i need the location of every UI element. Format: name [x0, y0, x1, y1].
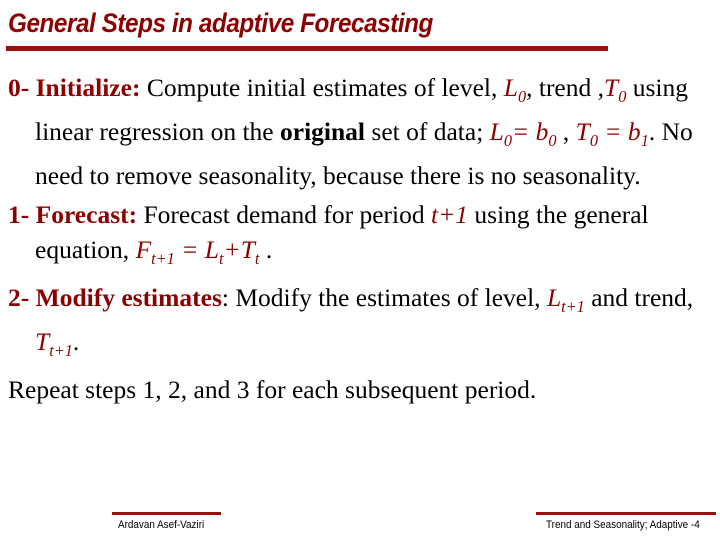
eq-T0-rhs: = b [597, 117, 641, 147]
var-T-t1-sub: t+1 [49, 341, 73, 361]
title-underline [6, 46, 608, 51]
var-L0-sub: 0 [517, 87, 527, 107]
eq-L0-rhs: = b [512, 117, 549, 147]
eq-F-sub: t+1 [151, 249, 175, 269]
equation-T0 [575, 117, 649, 151]
repeat-instruction: Repeat steps 1, 2, and 3 for each subsequent period. [8, 375, 537, 405]
step-0-label [8, 73, 140, 102]
eq-L-part: = L [174, 235, 219, 265]
eq-L0-base: L [489, 117, 504, 147]
step-0-initialize [8, 70, 714, 193]
eq-F-base: F [135, 235, 152, 265]
eq-L0-rhs-sub: 0 [548, 131, 557, 151]
eq-T-sub: t [254, 249, 260, 269]
period-t-plus-1: t+1 [430, 200, 469, 230]
var-L0 [503, 73, 527, 107]
var-L-t1-sub: t+1 [561, 297, 585, 317]
footer-left-rule [112, 512, 221, 515]
step-0-text-5: , [556, 117, 576, 147]
var-L0-base: L [503, 73, 518, 102]
eq-L-sub: t [218, 249, 224, 269]
step-1-keyword: Forecast: [35, 200, 138, 230]
step-2-colon: : [221, 283, 229, 313]
equation-L0 [489, 117, 557, 151]
step-1-label [8, 200, 137, 229]
step-2-text-2: and trend, [584, 283, 694, 313]
step-0-text-3: using linear regression on the [35, 73, 688, 147]
eq-T0-base: T [575, 117, 590, 147]
step-2-label [8, 283, 229, 312]
step-1-forecast [8, 197, 714, 276]
var-L-t1-base: L [546, 283, 562, 313]
step-2-keyword: Modify estimates [35, 283, 222, 313]
footer-course: Trend and Seasonality; Adaptive -4 [546, 519, 700, 531]
var-T0 [604, 73, 627, 107]
var-L-t1 [546, 283, 585, 317]
var-T-t1-base: T [35, 327, 50, 357]
original-emphasis: original [280, 117, 366, 147]
footer-author: Ardavan Asef-Vaziri [118, 519, 205, 531]
step-0-text-4: set of data; [365, 117, 490, 147]
eq-T-part: +T [223, 235, 255, 265]
slide-title: General Steps in adaptive Forecasting [8, 8, 433, 38]
step-0-text-1: Compute initial estimates of level, [140, 73, 504, 102]
eq-L0-sub: 0 [503, 131, 512, 151]
var-T0-sub: 0 [618, 87, 627, 107]
step-1-text-2: using the general equation, [35, 200, 649, 265]
step-1-text-3: . [259, 235, 273, 265]
step-1-text-1: Forecast demand for period [137, 200, 431, 230]
step-0-text-6: . No need to remove seasonality, because there is no seasonality. [35, 117, 693, 191]
step-2-text-1: Modify the estimates of level, [228, 283, 547, 313]
eq-T0-rhs-sub: 1 [640, 131, 649, 151]
slide-body [8, 70, 714, 411]
step-2-number: 2- [8, 283, 36, 313]
footer-right-rule [536, 512, 716, 515]
var-T-t1 [35, 327, 73, 361]
step-1-number: 1- [8, 200, 36, 230]
var-T0-base: T [604, 73, 619, 102]
step-2-modify [8, 280, 714, 368]
forecast-equation [135, 235, 260, 269]
step-0-text-2: , trend , [526, 73, 605, 102]
step-0-number: 0- [8, 73, 36, 102]
eq-T0-sub: 0 [589, 131, 598, 151]
step-2-text-3: . [72, 327, 80, 357]
step-0-keyword: Initialize: [35, 73, 141, 102]
